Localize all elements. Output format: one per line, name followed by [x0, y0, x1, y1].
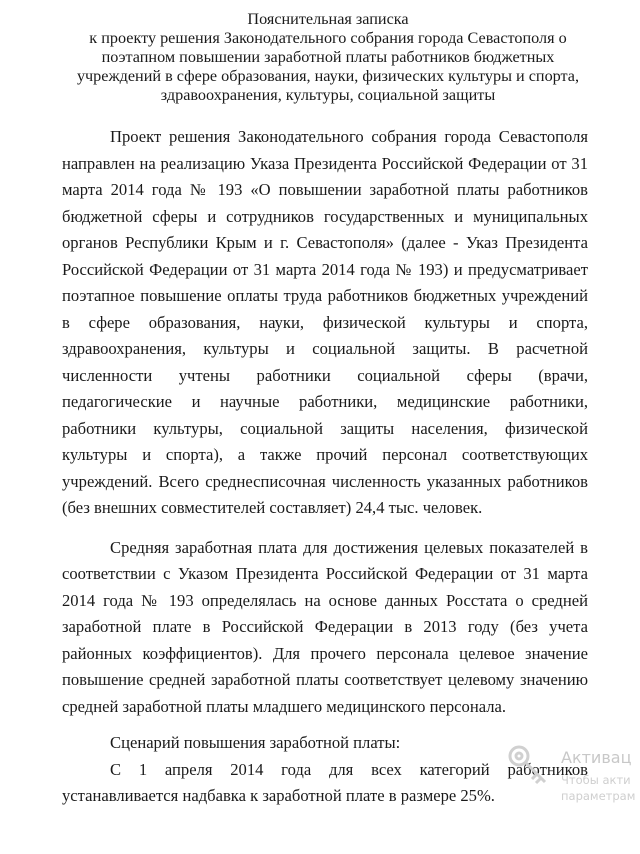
paragraph-average-salary: Средняя заработная плата для достижения целевых показателей в соответствии с Указом Президента Российской Федерации от 31 марта 2014 года № 193 определялась на основе данных Росстата о средней заработной плате в Российской Федерации в 2013 году (без учета районных коэффициентов). Для прочего персонала целевое значение повышение средней заработной платы соответствует целевому значению средней заработной платы младшего медицинского персонала. [62, 537, 588, 716]
paragraph-project-description: Проект решения Законодательного собрания города Севастополя направлен на реализацию Указа Президента Российской Федерации от 31 марта 2014 года № 193 «О повышении заработной платы работников бюджетной сферы и сотрудников государственных и муниципальных органов Республики Крым и г. Севастополя» (далее - Указ Президента Российской Федерации от 31 марта 2014 года № 193) и предусматривает поэтапное повышение оплаты труда работников бюджетных учреждений в сфере образования, науки, физической культуры и спорта, здравоохранения, культуры и социальной защиты. В расчетной численности учтены работники социальной сферы (врачи, педагогические и научные работники, медицинские работники, работники культуры, социальной защиты населения, физической культуры и спорта), а также прочий персонал соответствующих учреждений. Всего среднесписочная численность указанных работников (без внешних совместителей составляет) 24,4 тыс. человек. [62, 127, 588, 517]
heading-line: поэтапном повышении заработной платы работников бюджетных [101, 48, 555, 66]
heading-title: Пояснительная записка [247, 10, 409, 28]
paragraph-scenario-heading: Сценарий повышения заработной платы: [110, 733, 401, 752]
document-heading [62, 10, 588, 105]
heading-line: к проекту решения Законодательного собрания города Севастополя о [89, 29, 567, 47]
watermark-title: Активац [561, 748, 632, 767]
watermark-line: параметрам [561, 789, 636, 803]
heading-line: здравоохранения, культуры, социальной защиты [160, 86, 496, 104]
paragraph-scenario-detail: С 1 апреля 2014 года для всех категорий работников устанавливается надбавка к заработной плате в размере 25%. [62, 759, 588, 805]
watermark-line: Чтобы акти [561, 773, 631, 787]
heading-line: учреждений в сфере образования, науки, физических культуры и спорта, [76, 67, 580, 85]
